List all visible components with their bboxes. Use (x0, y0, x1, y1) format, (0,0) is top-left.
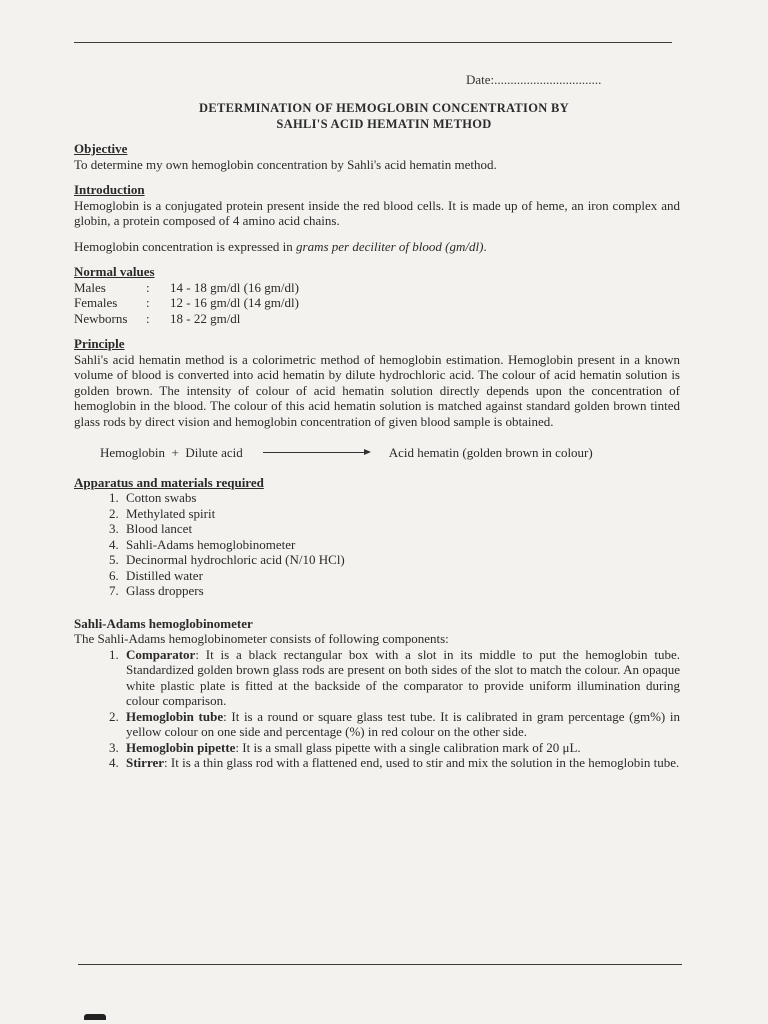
introduction-units-text: Hemoglobin concentration is expressed in grams per deciliter of blood (gm/dl). (74, 238, 487, 254)
list-item: 6. Distilled water (122, 568, 680, 584)
list-item: 5. Decinormal hydrochloric acid (N/10 HCl) (122, 552, 680, 568)
document-body (74, 141, 680, 771)
list-item: 2. Hemoglobin tube: It is a round or square glass test tube. It is calibrated in gram percentage (gm%) in yellow colour on one side and percentage (%) in red colour on the other side. (122, 709, 680, 740)
equation-product: Acid hematin (golden brown in colour) (388, 445, 593, 460)
component-name: Hemoglobin tube (126, 708, 224, 724)
objective-section (74, 141, 680, 172)
list-item: 2. Methylated spirit (122, 506, 680, 522)
top-rule (74, 42, 672, 43)
page-title (0, 100, 768, 132)
normal-value-row: Newborns : 18 - 22 gm/dl (74, 310, 241, 326)
normal-values-heading: Normal values (74, 264, 155, 279)
list-item: 3. Hemoglobin pipette: It is a small glass pipette with a single calibration mark of 20 μL. (122, 740, 680, 756)
scan-mark (84, 1014, 106, 1020)
normal-value-label: Females (74, 295, 118, 310)
principle-section (74, 336, 680, 461)
objective-heading: Objective (74, 141, 128, 156)
component-name: Comparator (126, 646, 196, 662)
normal-values-section (74, 264, 680, 326)
introduction-heading: Introduction (74, 182, 145, 197)
list-item: 4. Sahli-Adams hemoglobinometer (122, 537, 680, 553)
bottom-rule (78, 964, 682, 965)
normal-value: 12 - 16 gm/dl (14 gm/dl) (170, 295, 299, 310)
list-item: 3. Blood lancet (122, 521, 680, 537)
hemoglobinometer-intro: The Sahli-Adams hemoglobinometer consists of following components: (74, 631, 449, 646)
title-line-2: SAHLI'S ACID HEMATIN METHOD (276, 117, 492, 131)
normal-value-label: Newborns (74, 310, 128, 326)
normal-value: 18 - 22 gm/dl (170, 310, 241, 326)
objective-text: To determine my own hemoglobin concentration by Sahli's acid hematin method. (74, 156, 497, 172)
title-line-1: DETERMINATION OF HEMOGLOBIN CONCENTRATION BY (199, 101, 569, 115)
date-field: Date:................................. (466, 72, 602, 87)
normal-value-row: Males : 14 - 18 gm/dl (16 gm/dl) (74, 279, 299, 295)
list-item: 7. Glass droppers (122, 583, 680, 599)
equation-reactants: Hemoglobin + Dilute acid (100, 445, 243, 460)
principle-heading: Principle (74, 336, 125, 351)
components-list (74, 647, 680, 771)
hemoglobinometer-section (74, 616, 680, 771)
apparatus-section (74, 475, 680, 599)
list-item: 1. Cotton swabs (122, 490, 680, 506)
hemoglobinometer-heading: Sahli-Adams hemoglobinometer (74, 615, 253, 631)
normal-value: 14 - 18 gm/dl (16 gm/dl) (170, 279, 299, 295)
list-item: 1. Comparator: It is a black rectangular box with a slot in its middle to put the hemoglobin tube. Standardized golden brown glass rods are present on both sides of the slot to match the colour. An opaque white plastic plate is fitted at the backside of the comparator to provide uniform illumination during colour comparison. (122, 647, 680, 709)
reaction-equation (100, 445, 680, 461)
component-name: Hemoglobin pipette (126, 739, 236, 755)
component-name: Stirrer (126, 755, 165, 770)
apparatus-heading: Apparatus and materials required (74, 474, 264, 490)
normal-value-row: Females : 12 - 16 gm/dl (14 gm/dl) (74, 295, 299, 310)
introduction-section (74, 182, 680, 254)
apparatus-list (74, 490, 680, 599)
reaction-arrow-icon (263, 452, 369, 453)
introduction-text: Hemoglobin is a conjugated protein present inside the red blood cells. It is made up of heme, an iron complex and globin, a protein composed of 4 amino acid chains. (74, 197, 680, 228)
principle-text: Sahli's acid hematin method is a colorimetric method of hemoglobin estimation. Hemoglobin present in a known volume of blood is converted into acid hematin by dilute hydrochloric acid. The colour of acid hematin solution is golden brown. The intensity of colour of acid hematin solution directly depends upon the concentration of hemoglobin in the blood. The colour of this acid hematin solution is matched against standard golden brown tinted glass rods by direct vision and hemoglobin concentration of given blood sample is obtained. (74, 351, 680, 429)
normal-value-label: Males (74, 279, 106, 295)
list-item: 4. Stirrer: It is a thin glass rod with a flattened end, used to stir and mix the solution in the hemoglobin tube. (122, 755, 680, 771)
units-emphasis: grams per deciliter of blood (gm/dl) (296, 238, 484, 254)
